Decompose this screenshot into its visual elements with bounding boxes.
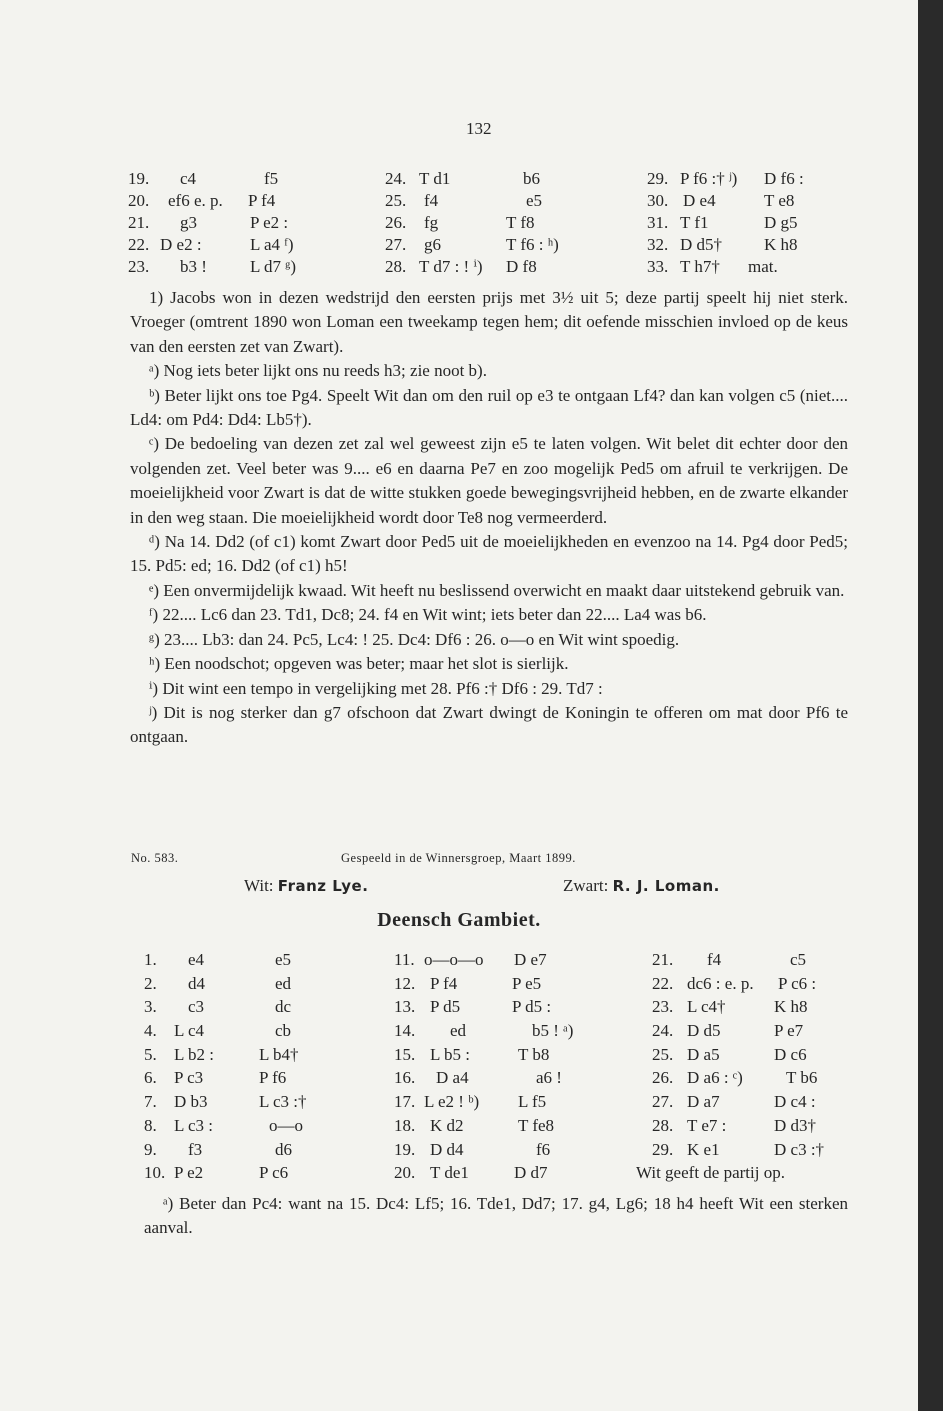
move-number: 32.	[647, 235, 669, 254]
move-row	[144, 972, 854, 996]
move-number: 22.	[652, 973, 674, 993]
move-number: 26.	[385, 213, 407, 232]
move-number: 17.	[394, 1092, 416, 1112]
white-move: K d2	[430, 1115, 464, 1135]
move-row	[144, 1090, 854, 1114]
white-label: Wit:	[244, 876, 274, 895]
white-move: f3	[188, 1139, 203, 1159]
note-j: ʲ) Dit is nog sterker dan g7 ofschoon dat Zwart dwingt de Koningin te offeren om mat door Pf6 te ontgaan.	[130, 702, 848, 747]
black-move: mat.	[748, 257, 778, 276]
black-move: a6 !	[536, 1068, 562, 1088]
move-row	[128, 190, 858, 212]
black-move: P d5 :	[512, 997, 552, 1017]
game-moves-table	[144, 948, 854, 1185]
white-move: D b3	[174, 1092, 208, 1112]
opening-title: Deensch Gambiet.	[377, 909, 541, 931]
move-number: 8.	[144, 1115, 157, 1135]
game-result: Wit geeft de partij op.	[636, 1163, 785, 1183]
black-move: ed	[275, 973, 292, 993]
black-move: K h8	[764, 235, 798, 254]
move-row	[144, 995, 854, 1019]
black-player	[563, 876, 720, 896]
move-number: 13.	[394, 997, 416, 1017]
move-number: 19.	[128, 169, 150, 188]
move-number: 23.	[652, 997, 674, 1017]
black-move: cb	[275, 1021, 292, 1041]
move-row	[128, 212, 858, 234]
white-move: L c4	[174, 1021, 205, 1041]
move-number: 12.	[394, 973, 416, 993]
move-number: 1.	[144, 950, 157, 969]
move-number: 29.	[652, 1139, 674, 1159]
move-number: 28.	[652, 1115, 674, 1135]
white-move: L c4†	[687, 997, 726, 1017]
black-move: P e2 :	[250, 213, 289, 232]
black-move: o—o	[269, 1115, 303, 1135]
white-move: D a4	[436, 1068, 469, 1088]
move-number: 7.	[144, 1092, 157, 1112]
white-player	[244, 876, 368, 896]
black-label: Zwart:	[563, 876, 609, 895]
move-number: 19.	[394, 1139, 416, 1159]
move-row	[144, 1066, 854, 1090]
page-number: 132	[466, 119, 492, 138]
black-move: D d3†	[774, 1115, 817, 1135]
black-move: P f6	[259, 1068, 287, 1088]
black-move: c5	[790, 950, 807, 969]
white-move: D d5	[687, 1021, 721, 1041]
white-move: dc6 : e. p.	[687, 973, 754, 993]
top-moves-table	[128, 168, 858, 278]
move-row	[144, 1114, 854, 1138]
black-move: L f5	[518, 1092, 547, 1112]
white-move: L e2 ! ᵇ)	[424, 1092, 480, 1112]
black-name: R. J. Loman.	[612, 877, 720, 895]
move-row	[128, 256, 858, 278]
white-move: P f6 :† ʲ)	[680, 169, 738, 188]
black-move: D e7	[514, 950, 547, 969]
move-number: 21.	[128, 213, 150, 232]
black-move: T fe8	[518, 1115, 555, 1135]
move-number: 20.	[394, 1163, 416, 1183]
move-row	[144, 948, 854, 972]
white-name: Franz Lye.	[277, 877, 369, 895]
move-number: 26.	[652, 1068, 674, 1088]
move-number: 15.	[394, 1044, 416, 1064]
white-move: D a6 : ᶜ)	[687, 1068, 743, 1088]
white-move: d4	[188, 973, 205, 993]
black-move: K h8	[774, 997, 808, 1017]
black-move: L d7 ᵍ)	[250, 257, 297, 276]
move-number: 24.	[385, 169, 407, 188]
black-move: L b4†	[259, 1044, 299, 1064]
move-number: 3.	[144, 997, 157, 1017]
black-move: e5	[526, 191, 543, 210]
move-number: 4.	[144, 1021, 157, 1041]
white-move: o—o—o	[424, 950, 484, 969]
white-move: D e2 :	[160, 235, 202, 254]
move-number: 25.	[652, 1044, 674, 1064]
white-move: T de1	[430, 1163, 469, 1183]
white-move: T e7 :	[687, 1115, 727, 1135]
move-row	[144, 1138, 854, 1162]
footnote	[144, 1192, 848, 1241]
note-f: ᶠ) 22.... Lc6 dan 23. Td1, Dc8; 24. f4 en Wit wint; iets beter dan 22.... La4 was b6.	[149, 605, 707, 625]
move-number: 11.	[394, 950, 415, 969]
black-move: f6	[536, 1139, 551, 1159]
white-move: P e2	[174, 1163, 204, 1183]
black-move: P e7	[774, 1021, 804, 1041]
move-number: 14.	[394, 1021, 416, 1041]
annotations	[130, 286, 848, 750]
move-number: 6.	[144, 1068, 157, 1088]
move-row	[128, 168, 858, 190]
black-move: dc	[275, 997, 292, 1017]
move-number: 18.	[394, 1115, 416, 1135]
white-move: P c3	[174, 1068, 204, 1088]
black-move: D d7	[514, 1163, 548, 1183]
move-number: 28.	[385, 257, 407, 276]
move-number: 24.	[652, 1021, 674, 1041]
move-number: 5.	[144, 1044, 157, 1064]
black-move: b6	[523, 169, 540, 188]
white-move: f4	[424, 191, 439, 210]
move-number: 16.	[394, 1068, 416, 1088]
note-a: ᵃ) Nog iets beter lijkt ons nu reeds h3; zie noot b).	[149, 361, 487, 381]
white-move: ed	[450, 1021, 467, 1041]
black-move: T b8	[518, 1044, 550, 1064]
white-move: f4	[707, 950, 722, 969]
black-move: e5	[275, 950, 292, 969]
move-number: 29.	[647, 169, 669, 188]
black-move: T b6	[786, 1068, 818, 1088]
note-i: ⁱ) Dit wint een tempo in vergelijking met 28. Pf6 :† Df6 : 29. Td7 :	[149, 678, 603, 698]
white-move: T d1	[419, 169, 451, 188]
white-move: b3 !	[180, 257, 207, 276]
move-number: 30.	[647, 191, 669, 210]
note-e: ᵉ) Een onvermijdelijk kwaad. Wit heeft nu beslissend overwicht en maakt daar uitstekend gebruik van.	[149, 580, 845, 600]
white-move: g6	[424, 235, 441, 254]
black-move: b5 ! ᵃ)	[532, 1021, 574, 1041]
white-move: e4	[188, 950, 205, 969]
note-h: ʰ) Een noodschot; opgeven was beter; maar het slot is sierlijk.	[149, 654, 569, 674]
white-move: ef6 e. p.	[168, 191, 223, 210]
white-move: D d5†	[680, 235, 723, 254]
move-number: 25.	[385, 191, 407, 210]
move-number: 22.	[128, 235, 150, 254]
move-number: 27.	[385, 235, 407, 254]
note-b: ᵇ) Beter lijkt ons toe Pg4. Speelt Wit dan om den ruil op e3 te ontgaan Lf4? dan kan volgen c5 (niet.... Ld4: om Pd4: Dd4: Lb5†).	[130, 385, 848, 430]
move-number: 27.	[652, 1092, 674, 1112]
note-1: 1) Jacobs won in dezen wedstrijd den eersten prijs met 3½ uit 5; deze partij speelt hij niet sterk. Vroeger (omtrent 1890 won Loman een tweekamp tegen hem; dit oefende misschien invloed op de keus van den eersten zet van Zwart).	[130, 288, 848, 356]
black-move: f5	[264, 169, 279, 188]
note-c: ᶜ) De bedoeling van dezen zet zal wel geweest zijn e5 te laten volgen. Wit belet dit echter door den volgenden zet. Veel beter was 9.... e6 en daarna Pe7 en zoo mogelijk Ped5 om afruil te verkrijgen. De moeielijkheid voor Zwart is dat de witte stukken goede bewegingsvrijheid hebben, en de zwarte elkander in den weg staan. Die moeielijkheid wordt door Te8 nog vermeerderd.	[130, 434, 848, 527]
move-number: 20.	[128, 191, 150, 210]
black-move: L c3 :†	[259, 1092, 307, 1112]
black-move: d6	[275, 1139, 292, 1159]
white-move: L c3 :	[174, 1115, 214, 1135]
black-move: D f8	[506, 257, 537, 276]
black-move: T e8	[764, 191, 795, 210]
move-number: 23.	[128, 257, 150, 276]
black-move: P c6 :	[778, 973, 817, 993]
black-move: D c3 :†	[774, 1139, 825, 1159]
white-move: T f1	[680, 213, 709, 232]
black-move: D c6	[774, 1044, 807, 1064]
white-move: D d4	[430, 1139, 464, 1159]
move-number: 9.	[144, 1139, 157, 1159]
white-move: T d7 : ! ⁱ)	[419, 257, 483, 276]
move-number: 21.	[652, 950, 674, 969]
white-move: D a7	[687, 1092, 720, 1112]
move-number: 10.	[144, 1163, 166, 1183]
black-move: D g5	[764, 213, 798, 232]
game-event: Gespeeld in de Winnersgroep, Maart 1899.	[341, 851, 576, 865]
scan-edge	[918, 0, 943, 1411]
black-move: T f8	[506, 213, 535, 232]
white-move: D e4	[683, 191, 716, 210]
white-move: D a5	[687, 1044, 720, 1064]
white-move: L b5 :	[430, 1044, 470, 1064]
white-move: K e1	[687, 1139, 720, 1159]
move-row	[144, 1161, 854, 1185]
white-move: fg	[424, 213, 439, 232]
footnote-a: ᵃ) Beter dan Pc4: want na 15. Dc4: Lf5; 16. Tde1, Dd7; 17. g4, Lg6; 18 h4 heeft Wit een sterken aanval.	[144, 1194, 848, 1238]
black-move: T f6 : ʰ)	[506, 235, 559, 254]
black-move: D f6 :	[764, 169, 804, 188]
white-move: L b2 :	[174, 1044, 214, 1064]
black-move: P e5	[512, 973, 542, 993]
black-move: L a4 ᶠ)	[250, 235, 294, 254]
black-move: P f4	[248, 191, 276, 210]
white-move: P d5	[430, 997, 461, 1017]
black-move: D c4 :	[774, 1092, 816, 1112]
white-move: T h7†	[680, 257, 720, 276]
white-move: c4	[180, 169, 197, 188]
move-row	[144, 1043, 854, 1067]
note-d: ᵈ) Na 14. Dd2 (of c1) komt Zwart door Ped5 uit de moeielijkheden en evenzoo na 14. Pg4 door Ped5; 15. Pd5: ed; 16. Dd2 (of c1) h5!	[130, 532, 848, 576]
move-row	[144, 1019, 854, 1043]
move-number: 33.	[647, 257, 669, 276]
black-move: P c6	[259, 1163, 289, 1183]
white-move: P f4	[430, 973, 458, 993]
move-row	[128, 234, 858, 256]
white-move: g3	[180, 213, 197, 232]
white-move: c3	[188, 997, 205, 1017]
move-number: 31.	[647, 213, 669, 232]
move-number: 2.	[144, 973, 157, 993]
note-g: ᵍ) 23.... Lb3: dan 24. Pc5, Lc4: ! 25. Dc4: Df6 : 26. o—o en Wit wint spoedig.	[149, 629, 680, 649]
game-number: No. 583.	[131, 851, 179, 865]
